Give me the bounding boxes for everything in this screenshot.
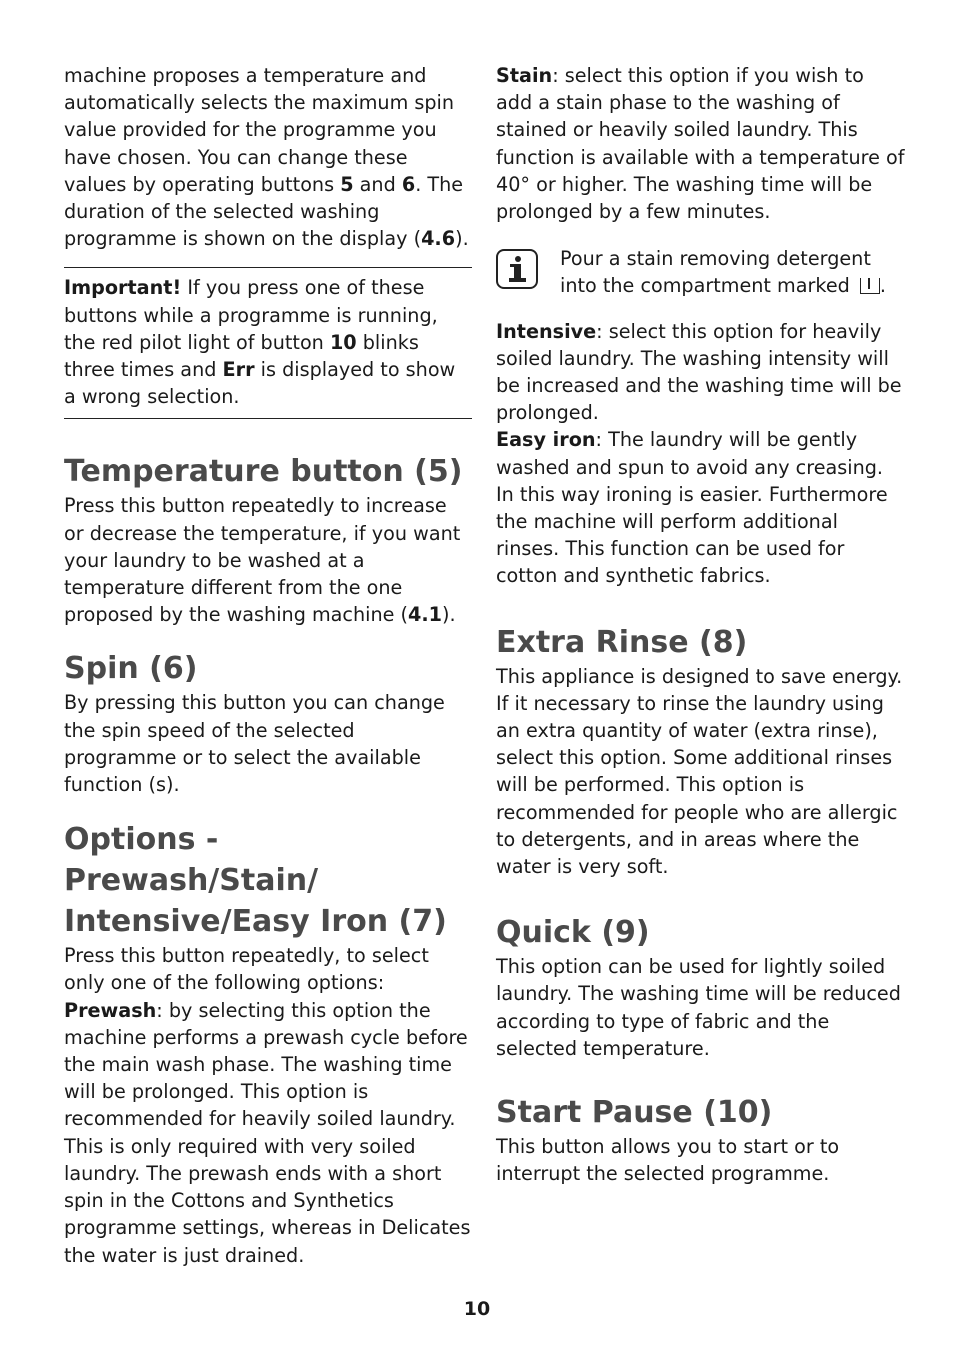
quick-heading: Quick (9) — [496, 915, 650, 951]
spin-paragraph: By pressing this button you can change the spin speed of the selected programme or to select the available function (s). — [64, 691, 445, 797]
extra-rinse-heading: Extra Rinse (8) — [496, 624, 748, 660]
intro-paragraph: machine proposes a temperature and automatically selects the maximum spin value provided for the programme you have chosen. You can change these values by operating buttons 5 and 6. The duration of the selected washing programme is shown on the display (4.6). — [64, 64, 469, 251]
start-pause-paragraph: This button allows you to start or to interrupt the selected programme. — [496, 1135, 840, 1186]
easy-iron-paragraph: Easy iron: The laundry will be gently washed and spun to avoid any creasing. In this way ironing is easier. Furthermore the machine will perform additional rinses. This function can be used for cotton and synthetic fabrics. — [496, 428, 888, 588]
page-number: 10 — [463, 1298, 491, 1320]
options-intro: Press this button repeatedly, to select only one of the following options: — [64, 944, 429, 995]
right-column — [496, 62, 906, 1188]
options-heading: Options - Prewash/Stain/ Intensive/Easy Iron (7) — [64, 822, 447, 940]
temperature-heading: Temperature button (5) — [64, 454, 463, 490]
start-pause-heading: Start Pause (10) — [496, 1095, 773, 1131]
important-label: Important! — [64, 276, 182, 300]
info-icon — [496, 249, 538, 289]
important-paragraph: Important! If you press one of these buttons while a programme is running, the red pilot light of button 10 blinks three times and Err is displayed to show a wrong selection. — [64, 276, 456, 409]
compartment-icon — [860, 278, 880, 294]
info-note — [496, 245, 906, 299]
divider-top — [64, 267, 472, 268]
temperature-paragraph: Press this button repeatedly to increase or decrease the temperature, if you want your laundry to be washed at a temperature different from the one proposed by the washing machine (4.1). — [64, 494, 461, 627]
spin-heading: Spin (6) — [64, 651, 198, 687]
divider-bottom — [64, 418, 472, 419]
prewash-paragraph: Prewash: by selecting this option the machine performs a prewash cycle before the main wash phase. The washing time will be prolonged. This option is recommended for heavily soiled laundry. This is only required with very soiled laundry. The prewash ends with a short spin in the Cottons and Synthetics programme settings, whereas in Delicates the water is just drained. — [64, 998, 471, 1267]
intensive-paragraph: Intensive: select this option for heavily soiled laundry. The washing intensity will be increased and the washing time will be prolonged. — [496, 319, 902, 425]
info-note-text: Pour a stain removing detergent into the compartment marked . — [560, 247, 887, 298]
left-column — [64, 62, 472, 1269]
extra-rinse-paragraph: This appliance is designed to save energy. If it necessary to rinse the laundry using an extra quantity of water (extra rinse), select this option. Some additional rinses will be performed. This option is recommended for people who are allergic to detergents, and in areas where the water is very soft. — [496, 664, 903, 879]
stain-paragraph: Stain: select this option if you wish to add a stain phase to the washing of stained or heavily soiled laundry. This function is available with a temperature of 40° or higher. The washing time will be prolonged by a few minutes. — [496, 64, 905, 224]
quick-paragraph: This option can be used for lightly soiled laundry. The washing time will be reduced according to type of fabric and the selected temperature. — [496, 955, 901, 1060]
